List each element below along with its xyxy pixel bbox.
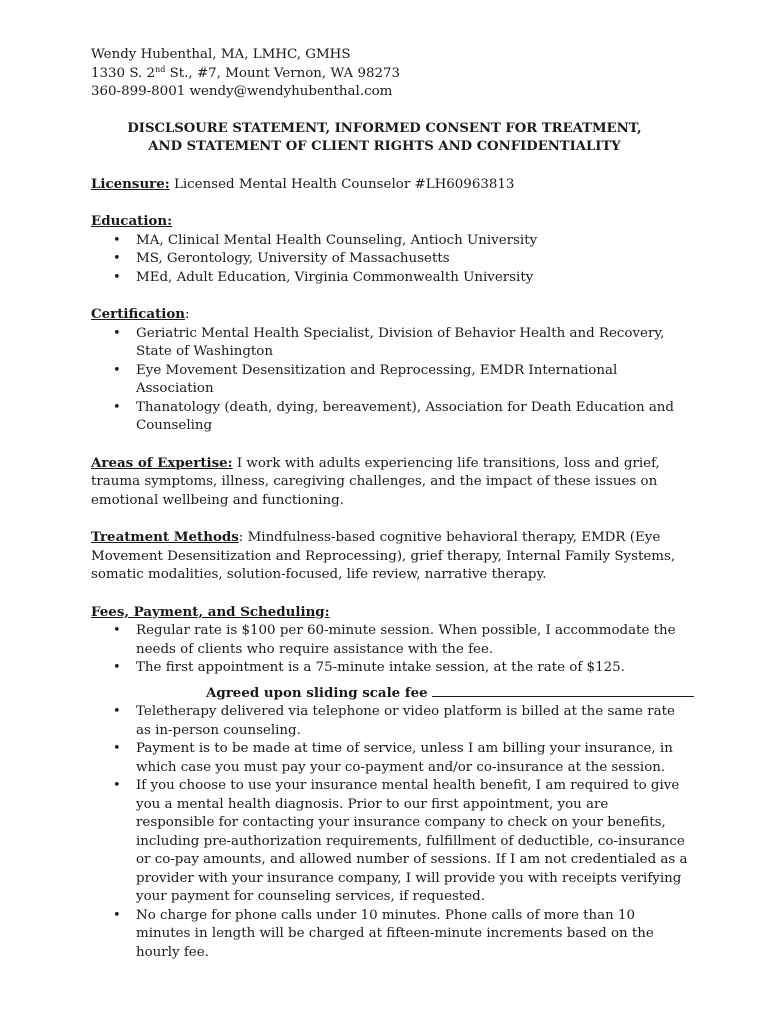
- list-item: • If you choose to use your insurance mental health benefit, I am required to give you a mental health diagnosis. Prior to our first appointment, you are responsible for contacting your insurance company to check on your benefits, including pre-authorization requirements, fulfillment of deductible, co-insurance or co-pay amounts, and allowed number of sessions. If I am not credentialed as a provider with your insurance company, I will provide you with receipts verifying your payment for counseling services, if requested.: [91, 777, 690, 907]
- sliding-scale-label: Agreed upon sliding scale fee: [206, 684, 433, 701]
- list-item: • Regular rate is $100 per 60-minute session. When possible, I accommodate the needs of clients who require assistance with the fee.: [91, 622, 690, 659]
- certification-list: [91, 325, 690, 436]
- address-prefix: 1330 S. 2: [91, 65, 156, 81]
- fees-section: [91, 603, 690, 963]
- methods-colon: :: [238, 530, 244, 545]
- list-item: • No charge for phone calls under 10 minutes. Phone calls of more than 10 minutes in length will be charged at fifteen-minute increments based on the hourly fee.: [91, 907, 690, 963]
- list-item: • Eye Movement Desensitization and Reprocessing, EMDR International Association: [91, 362, 690, 399]
- certification-section: [91, 305, 690, 436]
- methods-text: Mindfulness-based cognitive behavioral therapy, EMDR (Eye Movement Desensitization and Reprocessing), grief therapy, Internal Family Systems, somatic modalities, solution-focused, life review, narrative therapy.: [91, 530, 676, 582]
- expertise-heading: Areas of Expertise:: [91, 454, 233, 471]
- certification-colon: :: [185, 307, 190, 322]
- fees-list-a: [91, 622, 690, 678]
- title-line-1: DISCLSOURE STATEMENT, INFORMED CONSENT FOR TREATMENT,: [127, 120, 642, 136]
- letterhead: [91, 46, 690, 102]
- licensure-section: [91, 175, 690, 195]
- address-suffix: St., #7, Mount Vernon, WA 98273: [165, 65, 401, 81]
- list-item: • MEd, Adult Education, Virginia Commonwealth University: [91, 269, 690, 288]
- education-section: [91, 212, 690, 287]
- sliding-scale-line: [91, 684, 690, 703]
- list-item: • Geriatric Mental Health Specialist, Division of Behavior Health and Recovery, State of Washington: [91, 325, 690, 362]
- fees-list-b: [91, 703, 690, 962]
- education-list: [91, 232, 690, 288]
- list-item: • Teletherapy delivered via telephone or video platform is billed at the same rate as in-person counseling.: [91, 703, 690, 740]
- provider-address: [91, 65, 690, 84]
- fees-colon: :: [324, 603, 330, 620]
- address-superscript: nd: [155, 64, 166, 74]
- methods-heading: Treatment Methods: [91, 529, 239, 545]
- list-item: • Payment is to be made at time of service, unless I am billing your insurance, in which case you must pay your co-payment and/or co-insurance at the session.: [91, 740, 690, 777]
- expertise-text: I work with adults experiencing life transitions, loss and grief, trauma symptoms, illness, caregiving challenges, and the impact of these issues on emotional wellbeing and functioning.: [91, 455, 660, 508]
- methods-section: [91, 528, 690, 585]
- education-heading: Education:: [91, 213, 173, 229]
- provider-contact: 360-899-8001 wendy@wendyhubenthal.com: [91, 84, 393, 99]
- licensure-text: Licensed Mental Health Counselor #LH60963813: [169, 176, 515, 192]
- provider-name: Wendy Hubenthal, MA, LMHC, GMHS: [91, 47, 351, 62]
- title-line-2: AND STATEMENT OF CLIENT RIGHTS AND CONFIDENTIALITY: [148, 139, 621, 154]
- document-title: [91, 120, 690, 157]
- list-item: • MS, Gerontology, University of Massachusetts: [91, 250, 690, 269]
- licensure-colon: :: [164, 175, 170, 192]
- list-item: • MA, Clinical Mental Health Counseling, Antioch University: [91, 232, 690, 251]
- sliding-scale-blank[interactable]: [432, 684, 694, 697]
- licensure-heading: Licensure: [91, 175, 165, 192]
- expertise-section: [91, 454, 690, 511]
- list-item: • Thanatology (death, dying, bereavement), Association for Death Education and Counseling: [91, 399, 690, 436]
- list-item: • The first appointment is a 75-minute intake session, at the rate of $125.: [91, 659, 690, 678]
- fees-heading: Fees, Payment, and Scheduling: [91, 603, 325, 620]
- certification-heading: Certification: [91, 306, 186, 322]
